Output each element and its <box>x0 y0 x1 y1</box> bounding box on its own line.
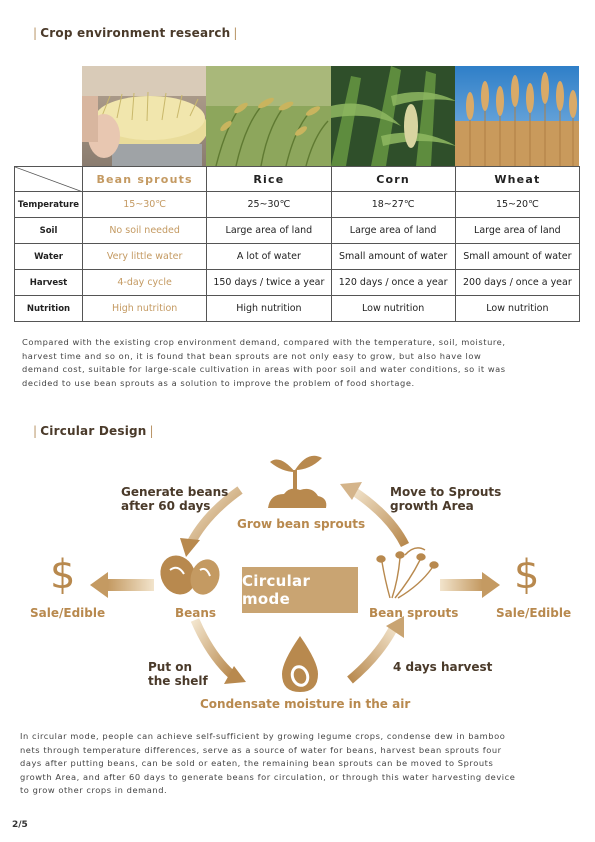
research-paragraph <box>22 336 506 390</box>
table-cell: 15~20℃ <box>455 192 579 218</box>
label-line: growth Area <box>390 499 474 513</box>
section-title-text: Circular Design <box>40 424 147 438</box>
crop-comparison-table <box>14 166 580 322</box>
section-title-crop: | Crop environment research | <box>33 26 238 40</box>
table-cell: High nutrition <box>83 296 207 322</box>
table-cell: Small amount of water <box>331 244 455 270</box>
table-row <box>15 270 580 296</box>
crop-photos <box>82 66 579 166</box>
table-cell: Low nutrition <box>455 296 579 322</box>
dollar-icon-right: $ <box>514 552 540 598</box>
table-cell: 18~27℃ <box>331 192 455 218</box>
beans-label: Beans <box>175 606 217 620</box>
table-cell: 120 days / once a year <box>331 270 455 296</box>
sprouts-label: Bean sprouts <box>369 606 459 620</box>
seedling-icon <box>268 456 326 508</box>
paragraph-line: days after putting beans, can be sold or eaten, the remaining bean sprouts can be moved to Sprouts <box>20 758 494 768</box>
photo-rice <box>206 66 330 166</box>
table-row <box>15 296 580 322</box>
dollar-icon-left: $ <box>50 552 76 598</box>
section-title-circular: | Circular Design | <box>33 424 154 438</box>
arrow-to-sale-left <box>90 572 154 598</box>
paragraph-line: harvest time and so on, it is found that bean sprouts are not only easy to grow, but also have low <box>22 350 482 361</box>
column-header: Corn <box>331 167 455 192</box>
photo-corn <box>331 66 455 166</box>
table-cell: 150 days / twice a year <box>207 270 331 296</box>
paragraph-line: decided to use bean sprouts as a solution to improve the problem of food shortage. <box>22 377 415 388</box>
paragraph-line: to grow other crops in demand. <box>20 785 168 795</box>
shelf-label <box>148 660 208 688</box>
table-cell: 25~30℃ <box>207 192 331 218</box>
table-cell: A lot of water <box>207 244 331 270</box>
label-line: Generate beans <box>121 485 229 499</box>
arrow-to-sale-right <box>440 572 500 598</box>
arrow-head <box>180 538 200 557</box>
paragraph-line: nets through temperature differences, serve as a source of water for beans, harvest bean sprouts four <box>20 744 502 755</box>
row-header: Harvest <box>15 270 83 296</box>
paragraph-line: In circular mode, people can achieve self-sufficient by growing legume crops, condense dew in bamboo <box>20 731 506 741</box>
bean-sprouts-icon <box>377 548 438 598</box>
table-cell: Large area of land <box>207 218 331 244</box>
photo-wheat <box>455 66 579 166</box>
table-cell: 200 days / once a year <box>455 270 579 296</box>
column-header: Rice <box>207 167 331 192</box>
water-drop-icon <box>282 636 318 692</box>
beans-icon <box>154 550 224 601</box>
table-cell: Very little water <box>83 244 207 270</box>
table-header-row <box>15 167 580 192</box>
paragraph-line: demand cost, suitable for large-scale cultivation in areas with poor soil and water conditions, so it was <box>22 364 506 374</box>
column-header: Wheat <box>455 167 579 192</box>
table-cell: Small amount of water <box>455 244 579 270</box>
row-header: Soil <box>15 218 83 244</box>
table-cell: No soil needed <box>83 218 207 244</box>
harvest-label: 4 days harvest <box>393 660 493 674</box>
circular-mode-box: Circular mode <box>242 567 358 613</box>
table-row <box>15 244 580 270</box>
row-header: Temperature <box>15 192 83 218</box>
column-header: Bean sprouts <box>83 167 207 192</box>
circular-paragraph <box>20 730 515 798</box>
table-row <box>15 218 580 244</box>
table-row <box>15 192 580 218</box>
sale-right-label: Sale/Edible <box>496 606 572 620</box>
row-header: Water <box>15 244 83 270</box>
grow-label: Grow bean sprouts <box>237 517 366 531</box>
table-cell: High nutrition <box>207 296 331 322</box>
sale-left-label: Sale/Edible <box>30 606 106 620</box>
label-line: Move to Sprouts <box>390 485 502 499</box>
row-header: Nutrition <box>15 296 83 322</box>
table-cell: 4-day cycle <box>83 270 207 296</box>
table-cell: Large area of land <box>455 218 579 244</box>
table-cell: Large area of land <box>331 218 455 244</box>
label-line: after 60 days <box>121 499 211 513</box>
move-label <box>390 485 501 513</box>
label-line: the shelf <box>148 674 208 688</box>
paragraph-line: growth Area, and after 60 days to generate beans for circulation, or through this water harvesting device <box>20 771 516 782</box>
photo-bean-sprouts <box>82 66 206 166</box>
label-line: Put on <box>148 660 193 674</box>
paragraph-line: Compared with the existing crop environment demand, compared with the temperature, soil, moisture, <box>22 337 506 347</box>
section-title-text: Crop environment research <box>40 26 231 40</box>
table-cell: 15~30℃ <box>83 192 207 218</box>
condense-label: Condensate moisture in the air <box>200 697 411 711</box>
page-number: 2/5 <box>12 820 28 830</box>
table-cell: Low nutrition <box>331 296 455 322</box>
generate-label <box>121 485 228 513</box>
table-corner-cell <box>15 167 83 192</box>
